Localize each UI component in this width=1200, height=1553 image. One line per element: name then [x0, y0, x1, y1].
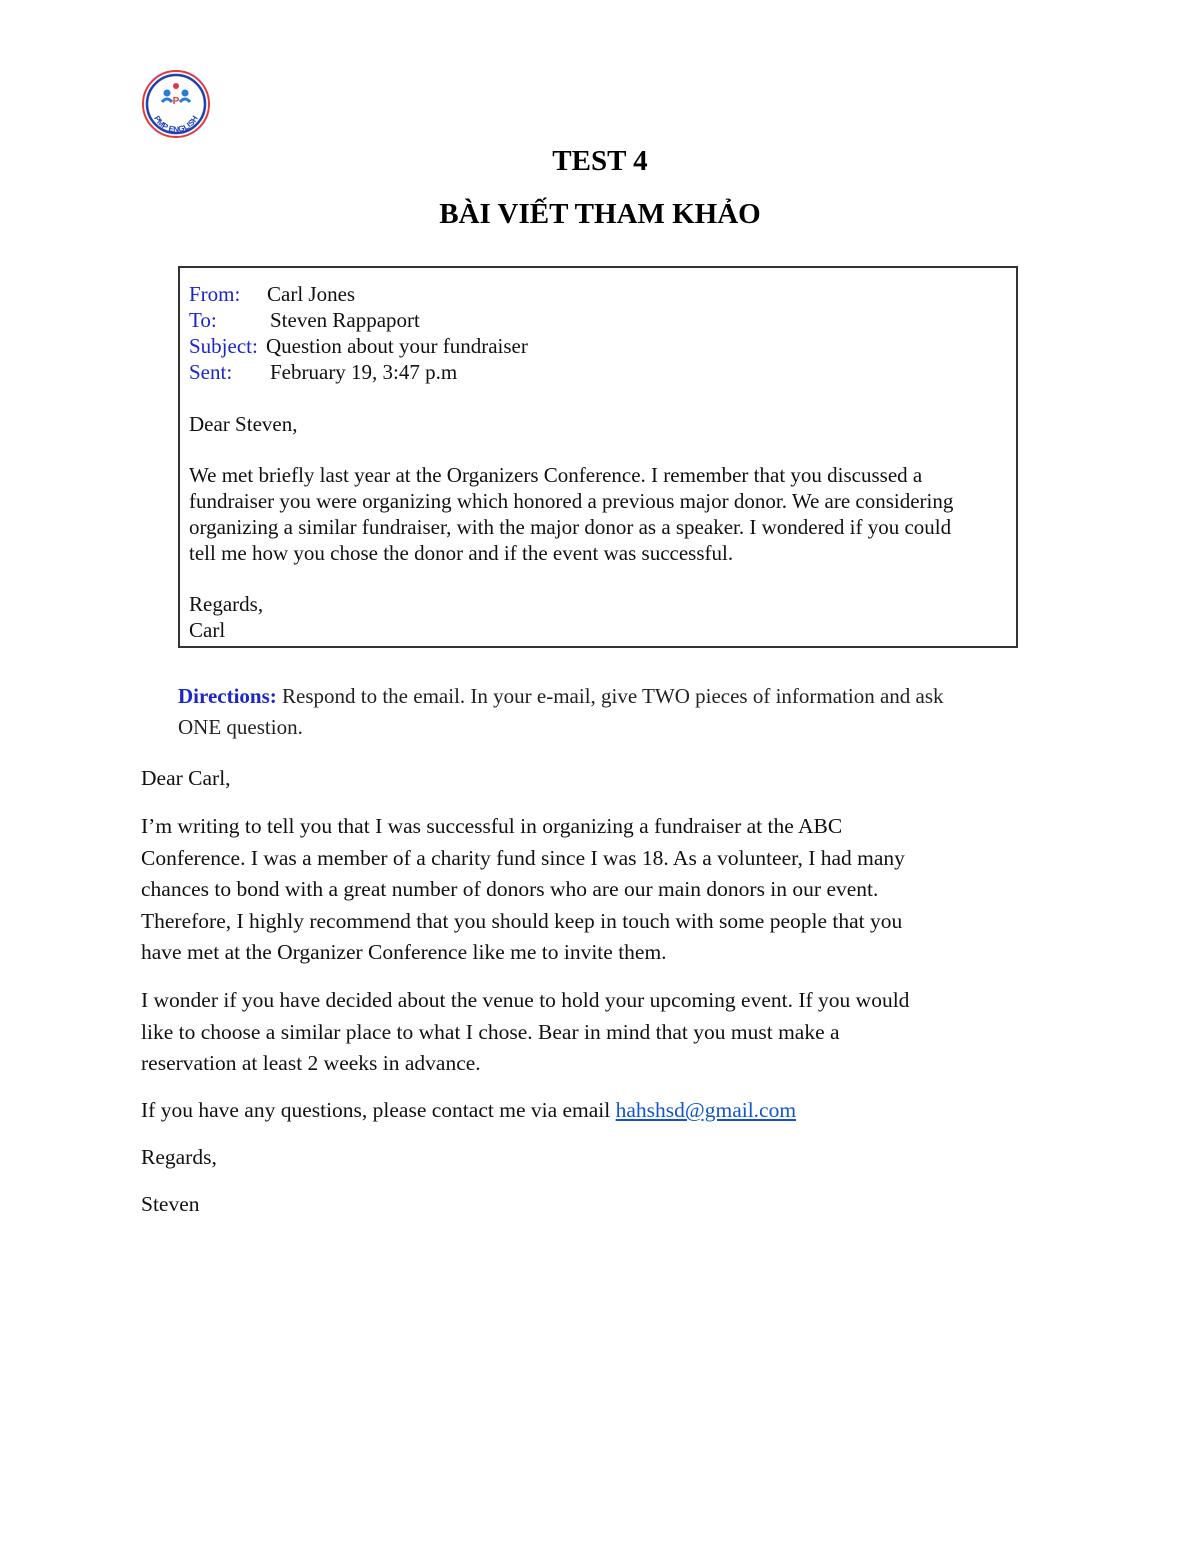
directions-line	[178, 681, 1018, 712]
contact-text: If you have any questions, please contact me via email	[141, 1098, 616, 1122]
email-closing	[189, 591, 1009, 643]
response-greeting: Dear Carl,	[141, 766, 231, 790]
pmp-english-logo	[140, 68, 212, 140]
to-label: To:	[189, 308, 217, 332]
email-signoff: Regards,	[189, 592, 264, 616]
paragraph-line: I’m writing to tell you that I was successful in organizing a fundraiser at the ABC	[141, 814, 843, 838]
email-subject-row	[189, 333, 528, 359]
email-body-line: fundraiser you were organizing which honored a previous major donor. We are considering	[189, 489, 954, 513]
email-sent-row	[189, 359, 458, 385]
directions-label: Directions:	[178, 684, 277, 708]
svg-text:P: P	[172, 96, 180, 107]
sent-value: February 19, 3:47 p.m	[270, 360, 458, 384]
sent-label: Sent:	[189, 360, 233, 384]
email-body-line: We met briefly last year at the Organizers Conference. I remember that you discussed a	[189, 463, 923, 487]
directions	[178, 681, 1018, 743]
response-signature: Steven	[141, 1192, 200, 1216]
from-label: From:	[189, 282, 241, 306]
email-address-link[interactable]: hahshsd@gmail.com	[615, 1098, 797, 1122]
response-paragraph-2	[141, 985, 1061, 1080]
email-body-line: organizing a similar fundraiser, with the major donor as a speaker. I wondered if you could	[189, 515, 952, 539]
page-subtitle: BÀI VIẾT THAM KHẢO	[439, 198, 761, 230]
response-paragraph-3	[141, 1095, 1061, 1127]
paragraph-line: chances to bond with a great number of donors who are our main donors in our event.	[141, 877, 879, 901]
email-greeting: Dear Steven,	[189, 412, 298, 436]
response-paragraph-1	[141, 811, 1061, 969]
to-value: Steven Rappaport	[270, 308, 420, 332]
from-value: Carl Jones	[267, 282, 356, 306]
paragraph-line: like to choose a similar place to what I chose. Bear in mind that you must make a	[141, 1019, 840, 1044]
email-signature: Carl	[189, 618, 226, 642]
email-body-line: tell me how you chose the donor and if the event was successful.	[189, 541, 734, 565]
email-body	[189, 462, 1009, 566]
email-to-row	[189, 307, 420, 333]
paragraph-line: reservation at least 2 weeks in advance.	[141, 1051, 481, 1075]
paragraph-line: Therefore, I highly recommend that you should keep in touch with some people that you	[141, 908, 903, 933]
paragraph-line: I wonder if you have decided about the venue to hold your upcoming event. If you would	[141, 988, 910, 1012]
subject-value: Question about your fundraiser	[266, 334, 528, 358]
svg-text:PMP ENGLISH: PMP ENGLISH	[152, 114, 200, 135]
directions-text: Respond to the email. In your e-mail, give TWO pieces of information and ask	[276, 684, 944, 708]
response-signoff: Regards,	[141, 1145, 217, 1169]
page-title: TEST 4	[552, 145, 648, 177]
subject-label: Subject:	[189, 334, 258, 358]
email-prompt-box	[178, 266, 1018, 648]
paragraph-line: Conference. I was a member of a charity fund since I was 18. As a volunteer, I had many	[141, 845, 905, 870]
paragraph-line: have met at the Organizer Conference like me to invite them.	[141, 940, 667, 964]
email-from-row	[189, 281, 356, 307]
directions-line: ONE question.	[178, 715, 303, 739]
